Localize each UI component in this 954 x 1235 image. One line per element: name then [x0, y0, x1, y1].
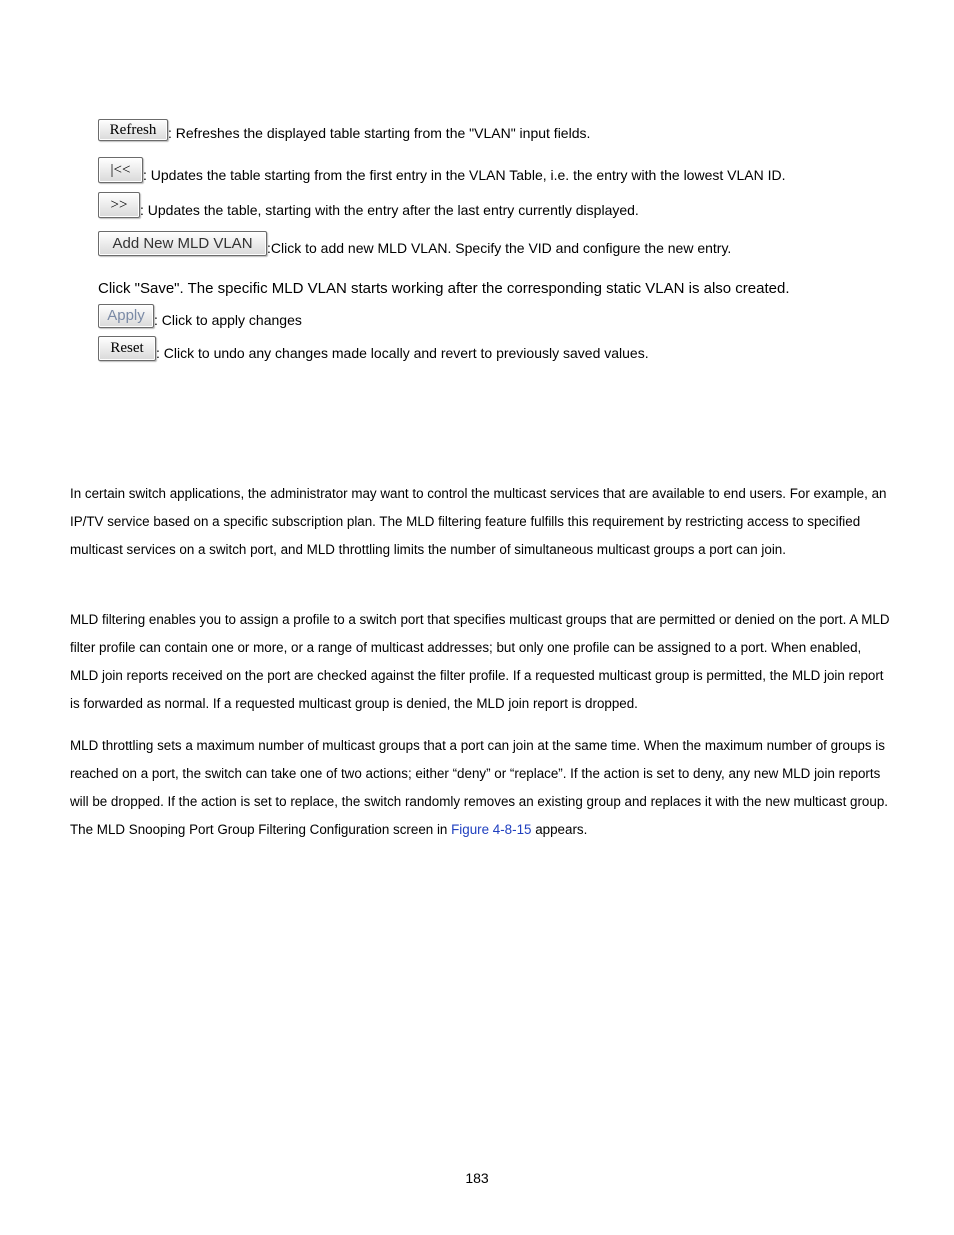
reset-button[interactable]: Reset	[98, 336, 156, 361]
apply-button[interactable]: Apply	[98, 304, 154, 328]
save-note: Click "Save". The specific MLD VLAN starts working after the corresponding static VLAN is also created.	[98, 280, 790, 297]
paragraph-intro: In certain switch applications, the administrator may want to control the multicast services that are available to end users. For example, an IP/TV service based on a specific subscription plan. The MLD filtering feature fulfills this requirement by restricting access to specified multicast services on a switch port, and MLD throttling limits the number of simultaneous multicast groups a port can join.	[70, 486, 887, 557]
add-mld-vlan-row	[98, 231, 731, 256]
figure-link[interactable]: Figure 4-8-15	[451, 822, 532, 837]
refresh-button[interactable]: Refresh	[98, 119, 168, 141]
first-page-description: : Updates the table starting from the first entry in the VLAN Table, i.e. the entry with the lowest VLAN ID.	[143, 167, 786, 183]
apply-description: : Click to apply changes	[154, 312, 302, 328]
reset-description: : Click to undo any changes made locally and revert to previously saved values.	[156, 345, 649, 361]
next-page-description: : Updates the table, starting with the entry after the last entry currently displayed.	[140, 202, 639, 218]
reset-row	[98, 336, 649, 361]
first-page-row	[98, 157, 786, 183]
add-new-mld-vlan-button[interactable]: Add New MLD VLAN	[98, 231, 267, 256]
paragraph-throttling-text: MLD throttling sets a maximum number of multicast groups that a port can join at the same time. When the maximum number of groups is reached on a port, the switch can take one of two actions; either “deny” or “replace”. If the action is set to deny, any new MLD join reports will be dropped. If the action is set to replace, the switch randomly removes an existing group and replaces it with the new multicast group. The MLD Snooping Port Group Filtering Configuration screen in	[70, 738, 888, 837]
refresh-description: : Refreshes the displayed table starting from the "VLAN" input fields.	[168, 125, 591, 141]
next-page-button[interactable]: >>	[98, 192, 140, 218]
page-number: 183	[465, 1170, 489, 1186]
paragraph-throttling-end: appears.	[531, 822, 588, 837]
paragraph-filtering: MLD filtering enables you to assign a profile to a switch port that specifies multicast groups that are permitted or denied on the port. A MLD filter profile can contain one or more, or a range of multicast addresses; but only one profile can be assigned to a port. When enabled, MLD join reports received on the port are checked against the filter profile. If a requested multicast group is permitted, the MLD join report is forwarded as normal. If a requested multicast group is denied, the MLD join report is dropped.	[70, 612, 890, 711]
paragraph-throttling	[70, 732, 890, 844]
apply-row	[98, 304, 302, 328]
add-new-mld-vlan-description: :Click to add new MLD VLAN. Specify the VID and configure the new entry.	[267, 240, 732, 256]
next-page-row	[98, 192, 639, 218]
refresh-row	[98, 119, 590, 141]
first-page-button[interactable]: |<<	[98, 157, 143, 183]
